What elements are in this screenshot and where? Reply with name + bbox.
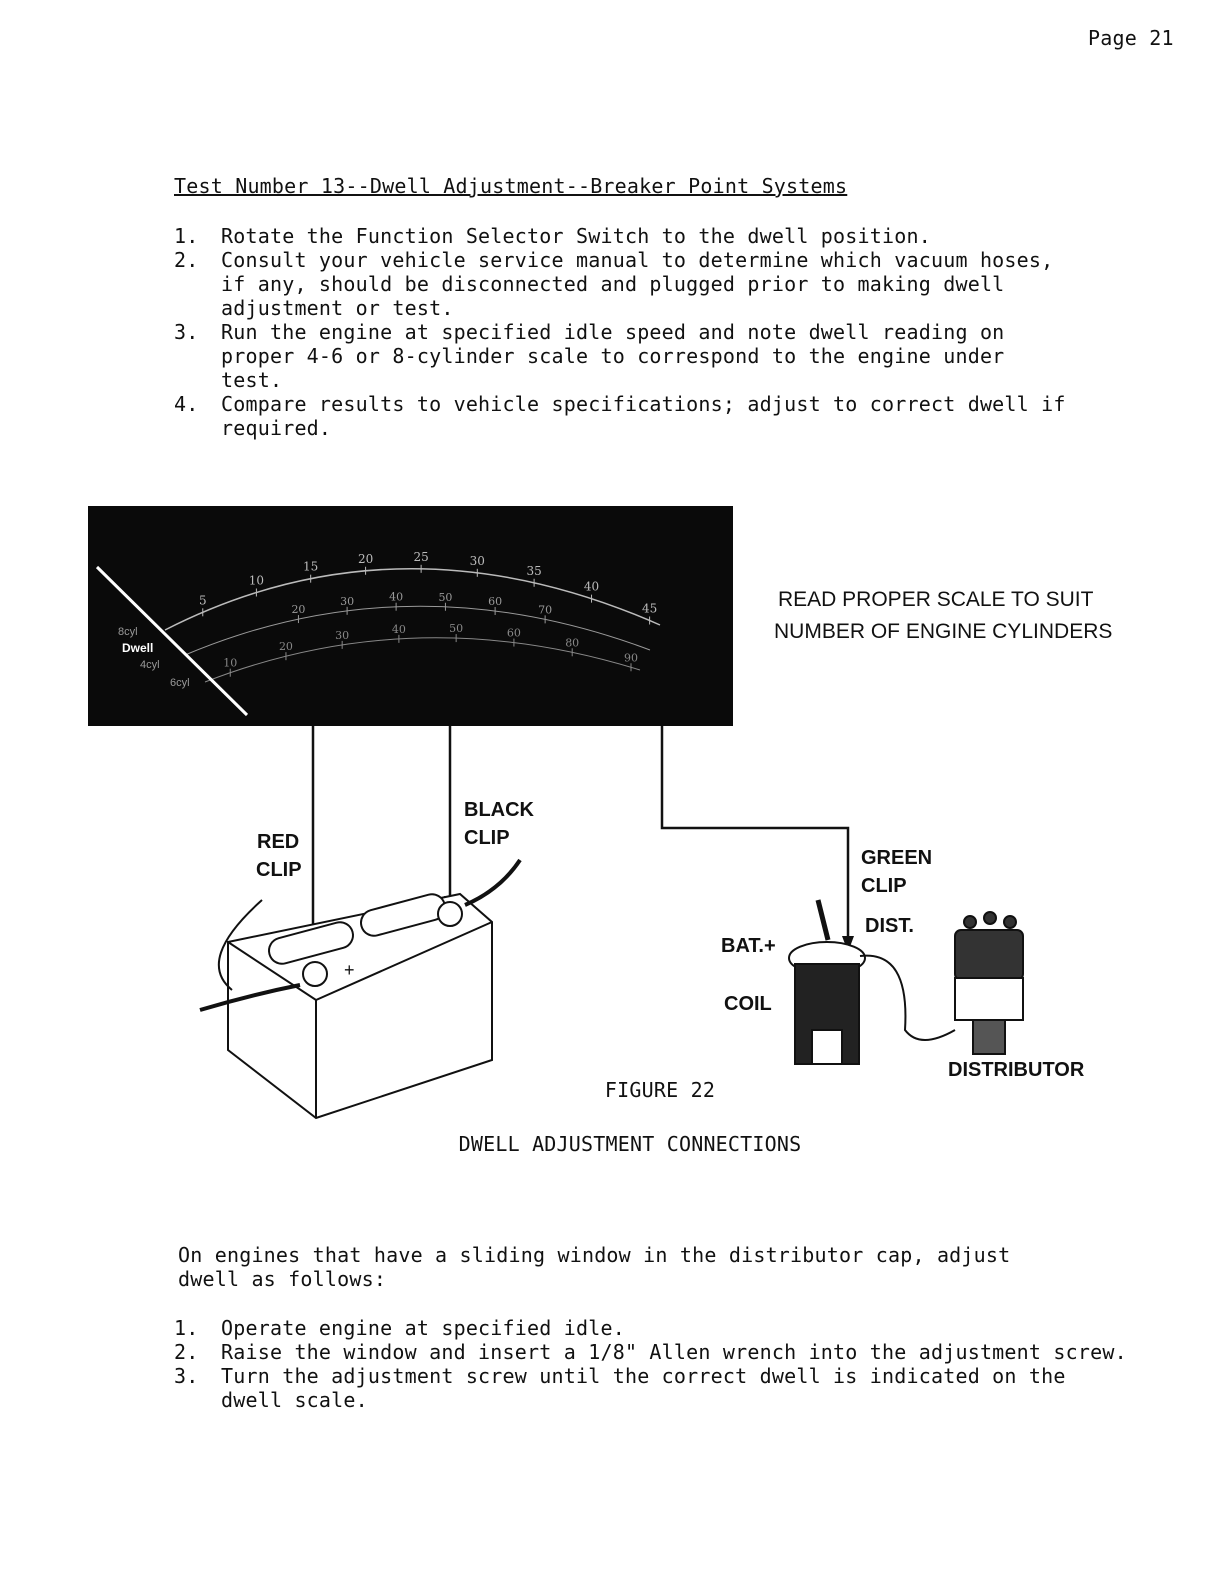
distributor-body [955, 978, 1023, 1020]
meter-side-label: 6cyl [170, 677, 190, 689]
step-text: Raise the window and insert a 1/8" Allen wrench into the adjustment screw. [221, 1340, 1127, 1364]
step-text: Consult your vehicle service manual to determine which vacuum hoses, if any, should be disconnected and plugged prior to making dwell adjustment or test. [221, 248, 1054, 320]
step-number: 2. [174, 248, 199, 272]
bat-label: BAT.+ [721, 935, 776, 957]
meter-face [88, 506, 733, 726]
meter-tick-label: 10 [248, 573, 265, 588]
list-item [174, 1364, 1134, 1412]
coil-label: COIL [724, 993, 772, 1015]
meter-side-label: 4cyl [140, 659, 160, 671]
meter-tick-label: 20 [278, 640, 293, 654]
meter-tick-label: 10 [223, 656, 238, 670]
meter-tick-label: 50 [438, 590, 453, 604]
dwell-meter [88, 506, 733, 726]
step-number: 4. [174, 392, 199, 416]
distributor [955, 912, 1023, 1054]
step-text: Turn the adjustment screw until the correct dwell is indicated on the dwell scale. [221, 1364, 1066, 1412]
meter-tick-label: 40 [583, 579, 600, 594]
distributor-shaft [973, 1020, 1005, 1054]
meter-tick-label: 60 [488, 594, 503, 608]
meter-tick-label: 20 [357, 551, 374, 566]
battery-cable [465, 860, 520, 905]
dist-label: DIST. [865, 915, 914, 937]
page-number: Page 21 [1088, 26, 1174, 50]
list-item [174, 392, 1074, 440]
coil-to-dist-wire [860, 956, 955, 1040]
meter-tick-label: 30 [469, 553, 485, 568]
meter-tick-label: 60 [506, 626, 521, 640]
meter-tick-label: 90 [624, 651, 639, 665]
meter-tick-label: 30 [340, 594, 355, 608]
battery-body [228, 894, 492, 1118]
coil-lead [818, 900, 828, 940]
step-text: Compare results to vehicle specifications; adjust to correct dwell if required. [221, 392, 1066, 440]
meter-tick-label: 50 [449, 622, 464, 636]
meter-tick-label: 40 [389, 590, 404, 604]
step-number: 2. [174, 1340, 199, 1364]
red-clip-label-1: RED [257, 831, 300, 853]
distributor-tower [1004, 916, 1016, 928]
step-number: 3. [174, 320, 199, 344]
figure-caption-title: DWELL ADJUSTMENT CONNECTIONS [458, 1132, 802, 1156]
meter-side-label: 8cyl [118, 626, 138, 638]
green-clip-label-2: CLIP [861, 875, 907, 897]
meter-tick-label: 70 [538, 603, 553, 617]
step-number: 1. [174, 224, 199, 248]
sliding-window-steps [174, 1316, 1134, 1412]
figure-22 [0, 490, 1222, 1170]
step-text: Rotate the Function Selector Switch to the dwell position. [221, 224, 931, 248]
step-text: Run the engine at specified idle speed and note dwell reading on proper 4-6 or 8-cylinder scale to correspond to the engine under test. [221, 320, 1005, 392]
red-clip-label-2: CLIP [256, 859, 302, 881]
plus-sign: + [344, 960, 355, 980]
black-clip-label-2: CLIP [464, 827, 510, 849]
step-text: Operate engine at specified idle. [221, 1316, 625, 1340]
coil-highlight [812, 1030, 842, 1064]
positive-terminal [303, 962, 327, 986]
scale-note-line1: READ PROPER SCALE TO SUIT [778, 588, 1094, 611]
distributor-label: DISTRIBUTOR [948, 1059, 1085, 1081]
figure-caption-number: FIGURE 22 [604, 1078, 716, 1102]
meter-tick-label: 35 [526, 563, 542, 578]
distributor-tower [964, 916, 976, 928]
battery [200, 860, 520, 1118]
meter-tick-label: 30 [335, 628, 350, 642]
meter-tick-label: 20 [291, 603, 306, 617]
section-heading: Test Number 13--Dwell Adjustment--Breaker Point Systems [174, 174, 848, 198]
meter-tick-label: 5 [198, 593, 207, 608]
black-clip-label-1: BLACK [464, 799, 534, 821]
step-number: 3. [174, 1364, 199, 1388]
distributor-tower [984, 912, 996, 924]
test-steps-list [174, 224, 1074, 440]
list-item [174, 320, 1074, 392]
list-item [174, 224, 1074, 248]
meter-tick-label: 80 [565, 636, 580, 650]
scale-note-line2: NUMBER OF ENGINE CYLINDERS [774, 620, 1113, 643]
negative-terminal [438, 902, 462, 926]
meter-tick-label: 25 [413, 549, 429, 564]
meter-tick-label: 15 [303, 559, 319, 574]
meter-tick-label: 45 [641, 601, 658, 616]
sliding-window-intro: On engines that have a sliding window in the distributor cap, adjust dwell as follows: [178, 1243, 1011, 1291]
distributor-cap [955, 930, 1023, 980]
green-clip-label-1: GREEN [861, 847, 933, 869]
list-item [174, 1340, 1134, 1364]
meter-tick-label: 40 [391, 622, 406, 636]
meter-dwell-label: Dwell [122, 641, 154, 655]
list-item [174, 248, 1074, 320]
list-item [174, 1316, 1134, 1340]
step-number: 1. [174, 1316, 199, 1340]
